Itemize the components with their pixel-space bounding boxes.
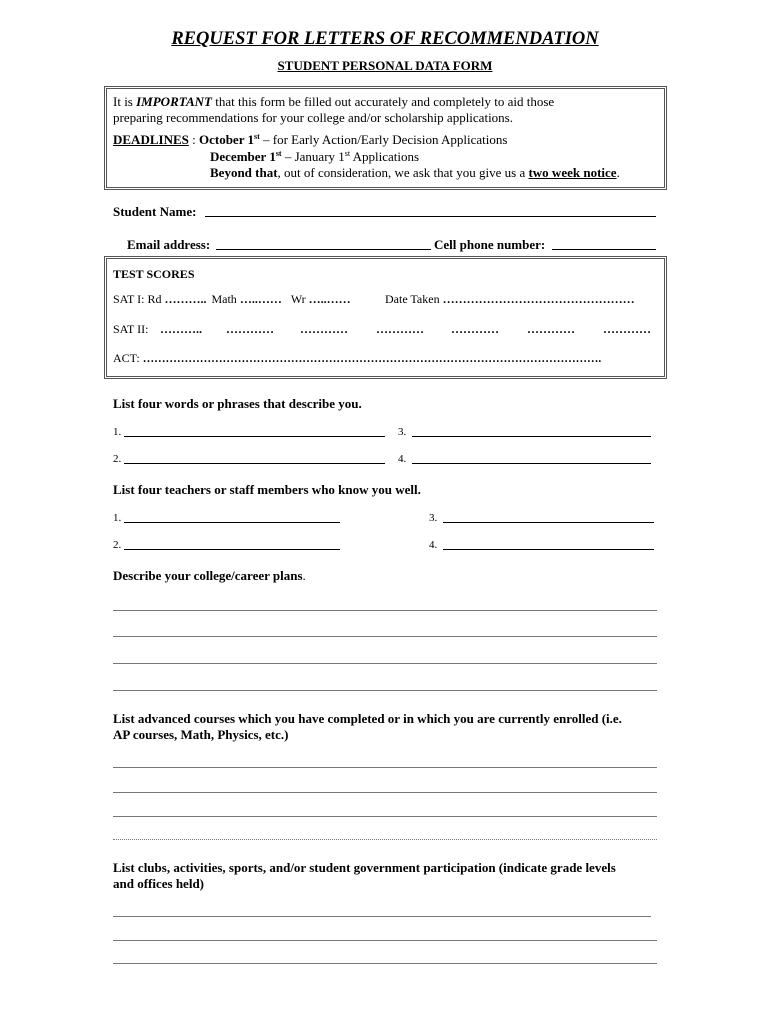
teacher-field-4[interactable] [443,549,654,550]
math-label: Math [211,292,237,306]
email-field[interactable] [216,249,431,250]
act-score-field[interactable]: …………………………………………………………………………………………………………. [142,353,602,365]
deadline-text: Applications [350,149,420,164]
two-week-notice: two week notice [528,165,617,180]
notice-text: , out of consideration, we ask that you give us a [277,165,529,180]
deadline-text: – January 1 [281,149,345,164]
form-title: REQUEST FOR LETTERS OF RECOMMENDATION [171,29,599,49]
date-taken-row [385,292,635,307]
clubs-answer-line[interactable] [113,963,657,964]
teacher-field-1[interactable] [124,522,340,523]
sat1-row [113,292,351,307]
notice-line-2: preparing recommendations for your college and/or scholarship applications. [113,110,513,125]
cell-phone-field[interactable] [552,249,656,250]
student-name-field[interactable] [205,216,656,217]
item-number: 4. [429,539,438,551]
period: . [616,165,620,180]
sat2-score-field[interactable]: ………… [226,322,274,336]
teacher-field-2[interactable] [124,549,340,550]
cell-phone-label: Cell phone number: [434,237,546,252]
notice-text: that this form be filled out accurately and completely to aid those [211,94,555,109]
period: . [302,568,306,583]
sat1-label: SAT I: Rd [113,292,162,306]
plans-answer-line[interactable] [113,663,657,664]
courses-heading-line-1: List advanced courses which you have completed or in which you are currently enrolled (i.e. [113,711,622,726]
teachers-heading: List four teachers or staff members who know you well. [113,482,421,497]
superscript: st [344,149,351,158]
item-number: 2. [113,539,122,551]
item-number: 4. [398,453,407,465]
deadlines-label: DEADLINES [113,132,189,147]
deadline-date: October 1 [198,132,254,147]
plans-heading [113,568,306,584]
plans-heading-text: Describe your college/career plans [113,568,303,583]
beyond-that: Beyond that [210,165,278,180]
act-label: ACT: [113,351,140,365]
deadline-line-2 [210,149,419,165]
superscript: st [253,132,260,141]
courses-answer-line[interactable] [113,767,657,768]
plans-answer-line[interactable] [113,690,657,691]
courses-answer-line[interactable] [113,816,657,817]
item-number: 2. [113,453,122,465]
sat1-math-field[interactable]: …..…… [239,292,282,306]
act-row [113,351,601,366]
form-subtitle: STUDENT PERSONAL DATA FORM [277,58,493,73]
word-field-2[interactable] [124,463,385,464]
writing-label: Wr [290,292,306,306]
item-number: 3. [398,426,407,438]
clubs-heading-line-1: List clubs, activities, sports, and/or student government participation (indicate grade levels [113,860,616,875]
email-label: Email address: [127,237,211,252]
sat2-score-field[interactable]: ………… [300,322,348,336]
sat2-score-field[interactable]: ………… [603,322,651,336]
word-field-4[interactable] [412,463,651,464]
teacher-field-3[interactable] [443,522,654,523]
sat2-score-field[interactable]: ……….. [160,322,202,336]
courses-heading-line-2: AP courses, Math, Physics, etc.) [113,727,289,742]
deadline-text: – for Early Action/Early Decision Applications [259,132,508,147]
sat1-writing-field[interactable]: …..…… [308,292,351,306]
student-name-label: Student Name: [113,204,197,219]
sat2-label: SAT II: [113,322,149,336]
sat2-score-field[interactable]: ………… [451,322,499,336]
deadline-date: December 1 [210,149,276,164]
words-heading: List four words or phrases that describe you. [113,396,362,411]
date-taken-field[interactable]: ………………………………………… [442,292,635,306]
clubs-answer-line[interactable] [113,916,651,917]
courses-answer-line[interactable] [113,839,657,840]
deadline-line-1 [113,132,507,148]
plans-answer-line[interactable] [113,636,657,637]
sat2-score-field[interactable]: ………… [376,322,424,336]
clubs-answer-line[interactable] [113,940,657,941]
word-field-1[interactable] [124,436,385,437]
item-number: 1. [113,512,122,524]
item-number: 1. [113,426,122,438]
colon: : [188,132,199,147]
courses-answer-line[interactable] [113,792,657,793]
item-number: 3. [429,512,438,524]
test-scores-heading: TEST SCORES [113,267,195,281]
deadline-line-3 [210,165,620,181]
superscript: st [275,149,282,158]
date-taken-label: Date Taken [385,292,440,306]
notice-text: It is [113,94,137,109]
plans-answer-line[interactable] [113,610,657,611]
notice-line-1 [113,94,554,110]
clubs-heading-line-2: and offices held) [113,876,204,891]
sat2-score-field[interactable]: ………… [527,322,575,336]
word-field-3[interactable] [412,436,651,437]
important-emphasis: IMPORTANT [136,94,212,109]
sat1-reading-field[interactable]: ……….. [164,292,207,306]
